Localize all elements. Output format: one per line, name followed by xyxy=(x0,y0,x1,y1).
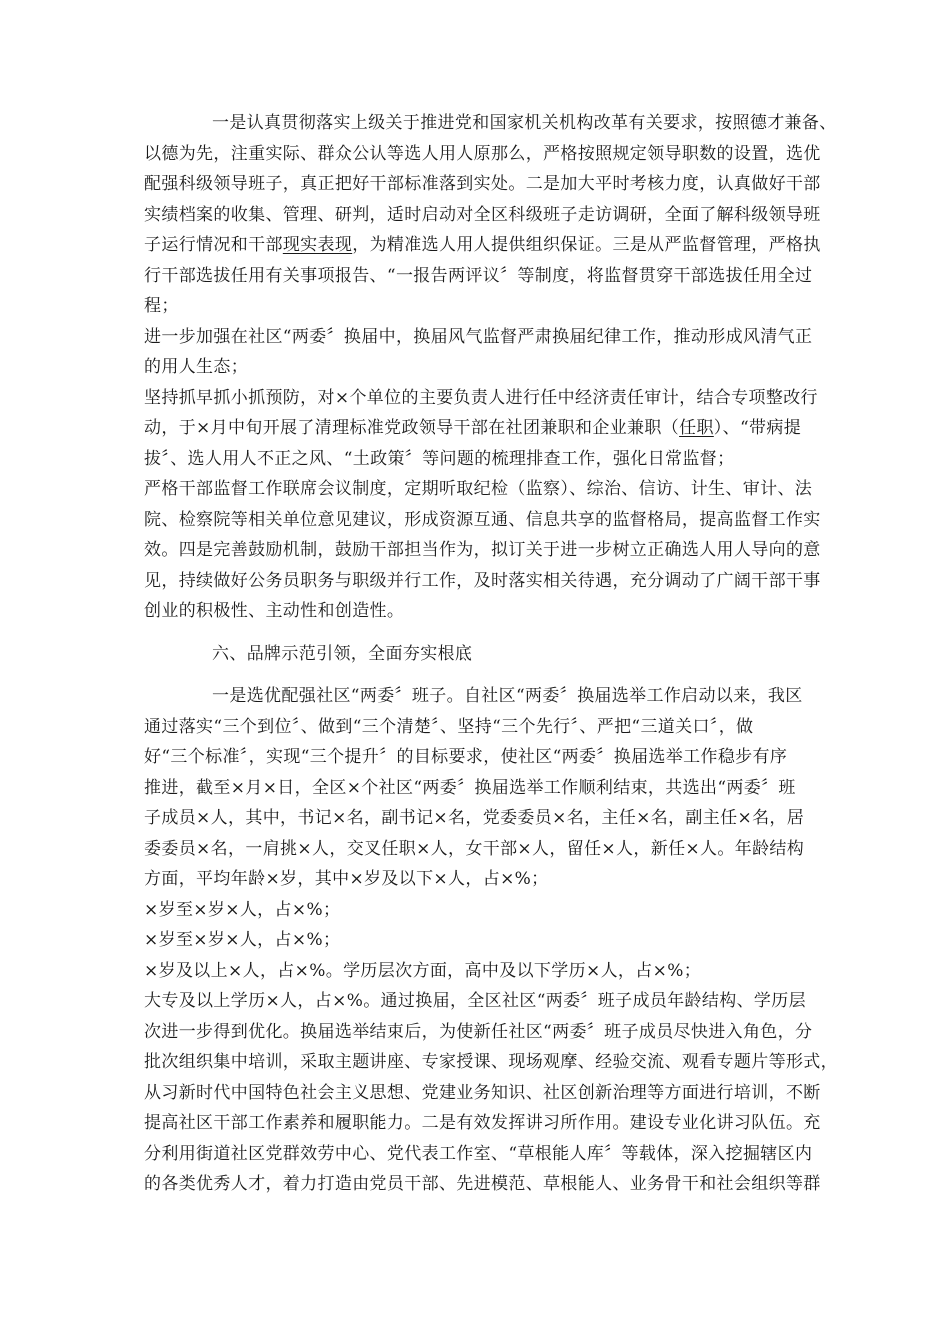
text-line: 拔〞、选人用人不正之风、“土政策〞等问题的梳理排查工作，强化日常监督； xyxy=(144,448,735,469)
text-line: 批次组织集中培训，采取主题讲座、专家授课、现场观摩、经验交流、观看专题片等形式， xyxy=(144,1052,838,1072)
text-line xyxy=(144,413,814,444)
underlined-term: 任职 xyxy=(679,418,714,438)
text-line: 方面，平均年龄×岁，其中×岁及以下×人，占×%； xyxy=(144,869,549,889)
text-line: 一是认真贯彻落实上级关于推进党和国家机关机构改革有关要求，按照德才兼备、 xyxy=(212,113,837,133)
underlined-term: 现实表现 xyxy=(282,235,353,255)
paragraph xyxy=(144,986,838,1200)
text-line: 一是选优配强社区“两委〞班子。自社区“两委〞换届选举工作启动以来，我区 xyxy=(212,686,803,706)
text-line: 创业的积极性、主动性和创造性。 xyxy=(144,601,405,621)
text-line: 以德为先，注重实际、群众公认等选人用人原那么，严格按照规定领导职数的设置，选优 xyxy=(144,143,821,164)
text-line: 坚持抓早抓小抓预防，对×个单位的主要负责人进行任中经济责任审计，结合专项整改行 xyxy=(144,387,818,408)
document-page xyxy=(144,108,838,1200)
text-line: 实绩档案的收集、管理、研判，适时启动对全区科级班子走访调研，全面了解科级领导班 xyxy=(144,204,821,225)
text-line: 见，持续做好公务员职务与职级并行工作，及时落实相关待遇，充分调动了广阔干部干事 xyxy=(144,570,821,591)
text-line: 的用人生态； xyxy=(144,357,249,377)
text-run: ，为精准选人用人提供组织保证。三是从严监督管理，严格执 xyxy=(352,235,821,255)
text-line: 通过落实“三个到位〞、做到“三个清楚〞、坚持“三个先行〞、严把“三道关口〞，做 xyxy=(144,716,754,737)
text-run: 子运行情况和干部 xyxy=(144,235,283,255)
text-line: 程； xyxy=(144,296,179,316)
text-line: 分利用街道社区党群效劳中心、党代表工作室、“草根能人库〞等载体，深入挖掘辖区内 xyxy=(144,1143,813,1164)
text-line: 从习新时代中国特色社会主义思想、党建业务知识、社区创新治理等方面进行培训，不断 xyxy=(144,1082,821,1103)
text-run: 动，于×月中旬开展了清理标准党政领导干部在社团兼职和企业兼职（ xyxy=(144,418,680,438)
text-line: 好“三个标准〞，实现“三个提升〞的目标要求，使社区“两委〞换届选举工作稳步有序 xyxy=(144,747,788,767)
text-line: 大专及以上学历×人，占×%。通过换届，全区社区“两委〞班子成员年龄结构、学历层 xyxy=(144,991,806,1011)
text-line xyxy=(144,230,821,261)
paragraph xyxy=(144,108,837,322)
paragraph xyxy=(144,322,814,383)
paragraph xyxy=(144,681,814,895)
text-line: 行干部选拔任用有关事项报告、“一报告两评议〞等制度，将监督贯穿干部选拔任用全过 xyxy=(144,265,813,286)
text-line: 院、检察院等相关单位意见建议，形成资源互通、信息共享的监督格局，提高监督工作实 xyxy=(144,509,821,530)
text-line: 严格干部监督工作联席会议制度，定期听取纪检（监察）、综治、信访、计生、审计、法 xyxy=(144,479,813,499)
section-heading: 六、品牌示范引领，全面夯实根底 xyxy=(212,643,473,664)
paragraph xyxy=(144,383,818,475)
text-line: 子成员×人，其中，书记×名，副书记×名，党委委员×名，主任×名，副主任×名，居 xyxy=(144,808,805,828)
text-line: 提高社区干部工作素养和履职能力。二是有效发挥讲习所作用。建设专业化讲习队伍。充 xyxy=(144,1113,821,1133)
text-line: 效。四是完善鼓励机制，鼓励干部担当作为，拟订关于进一步树立正确选人用人导向的意 xyxy=(144,540,821,560)
paragraph xyxy=(144,474,821,627)
text-line: ×岁至×岁×人，占×%； xyxy=(144,899,341,920)
text-line: 次进一步得到优化。换届选举结束后，为使新任社区“两委〞班子成员尽快进入角色，分 xyxy=(144,1021,813,1042)
text-run: ）、“带病提 xyxy=(713,418,802,438)
text-line: ×岁及以上×人，占×%。学历层次方面，高中及以下学历×人，占×%； xyxy=(144,960,702,981)
text-line: 推进，截至×月×日，全区×个社区“两委〞换届选举工作顺利结束，共选出“两委〞班 xyxy=(144,777,796,798)
text-line: 委委员×名，一肩挑×人，交叉任职×人，女干部×人，留任×人，新任×人。年龄结构 xyxy=(144,838,805,859)
text-line: 进一步加强在社区“两委〞换届中，换届风气监督严肃换届纪律工作，推动形成风清气正 xyxy=(144,326,813,347)
text-line: 的各类优秀人才，着力打造由党员干部、先进模范、草根能人、业务骨干和社会组织等群 xyxy=(144,1174,821,1194)
text-line: ×岁至×岁×人，占×%； xyxy=(144,930,341,950)
text-line: 配强科级领导班子，真正把好干部标准落到实处。二是加大平时考核力度，认真做好干部 xyxy=(144,174,821,194)
